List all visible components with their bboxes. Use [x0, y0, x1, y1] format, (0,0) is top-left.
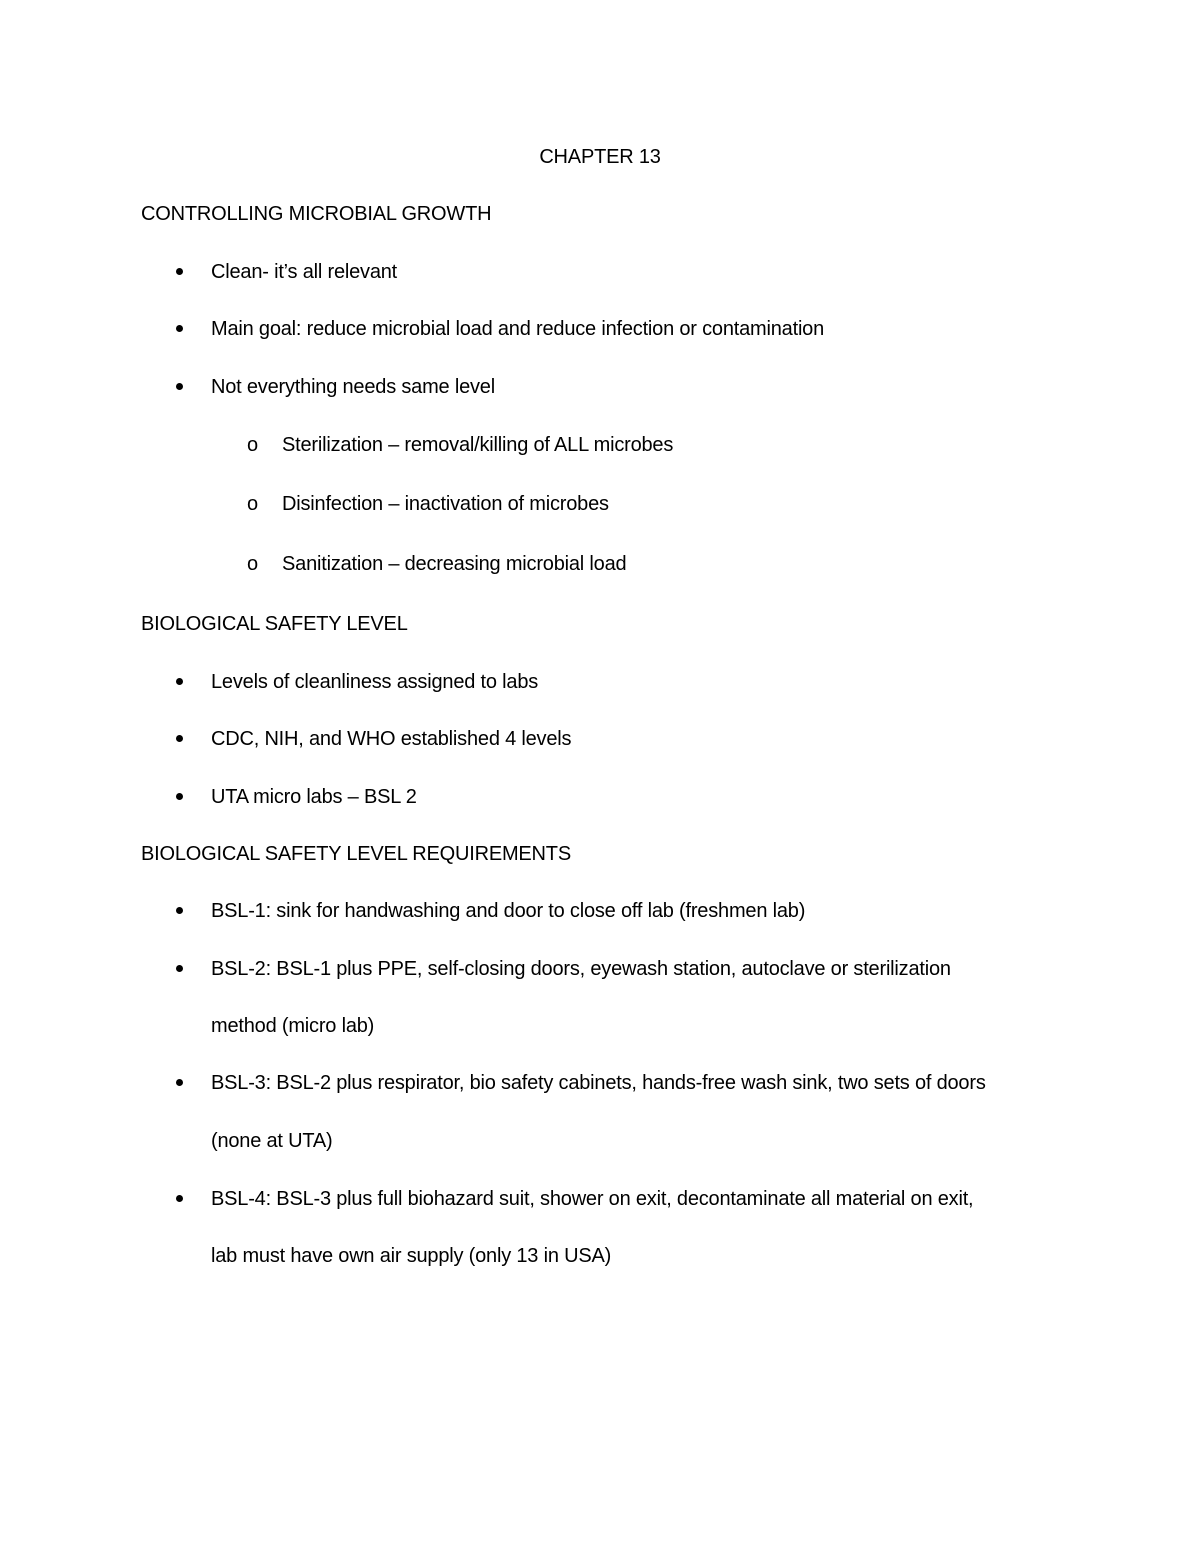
list-item: Levels of cleanliness assigned to labs — [211, 671, 539, 693]
list-item: BSL-4: BSL-3 plus full biohazard suit, shower on exit, decontaminate all material on exit, — [211, 1188, 974, 1210]
sub-bullet-marker: o — [247, 434, 259, 456]
bullet-icon — [176, 325, 183, 332]
sub-list-item: Sterilization – removal/killing of ALL microbes — [282, 434, 674, 456]
bullet-icon — [176, 268, 183, 275]
list-item: Clean- it’s all relevant — [211, 261, 398, 283]
bullet-icon — [176, 735, 183, 742]
bullet-icon — [176, 1079, 183, 1086]
list-item: BSL-3: BSL-2 plus respirator, bio safety cabinets, hands-free wash sink, two sets of doors — [211, 1072, 986, 1094]
section-heading-biological-safety-level-requirements: BIOLOGICAL SAFETY LEVEL REQUIREMENTS — [141, 843, 571, 865]
list-item: UTA micro labs – BSL 2 — [211, 786, 417, 808]
list-item: BSL-2: BSL-1 plus PPE, self-closing doors, eyewash station, autoclave or sterilization — [211, 958, 951, 980]
bullet-icon — [176, 907, 183, 914]
list-item: Not everything needs same level — [211, 376, 495, 398]
list-item-continuation: lab must have own air supply (only 13 in USA) — [211, 1245, 612, 1267]
bullet-icon — [176, 793, 183, 800]
page-title: CHAPTER 13 — [539, 146, 661, 168]
section-heading-biological-safety-level: BIOLOGICAL SAFETY LEVEL — [141, 613, 408, 635]
sub-list-item: Sanitization – decreasing microbial load — [282, 553, 627, 575]
sub-bullet-marker: o — [247, 553, 259, 575]
bullet-icon — [176, 1195, 183, 1202]
section-heading-controlling-microbial-growth: CONTROLLING MICROBIAL GROWTH — [141, 203, 492, 225]
bullet-icon — [176, 965, 183, 972]
list-item-continuation: (none at UTA) — [211, 1130, 333, 1152]
sub-list-item: Disinfection – inactivation of microbes — [282, 493, 609, 515]
list-item: BSL-1: sink for handwashing and door to close off lab (freshmen lab) — [211, 900, 806, 922]
list-item-continuation: method (micro lab) — [211, 1015, 375, 1037]
sub-bullet-marker: o — [247, 493, 259, 515]
list-item: Main goal: reduce microbial load and reduce infection or contamination — [211, 318, 825, 340]
bullet-icon — [176, 383, 183, 390]
list-item: CDC, NIH, and WHO established 4 levels — [211, 728, 572, 750]
bullet-icon — [176, 678, 183, 685]
